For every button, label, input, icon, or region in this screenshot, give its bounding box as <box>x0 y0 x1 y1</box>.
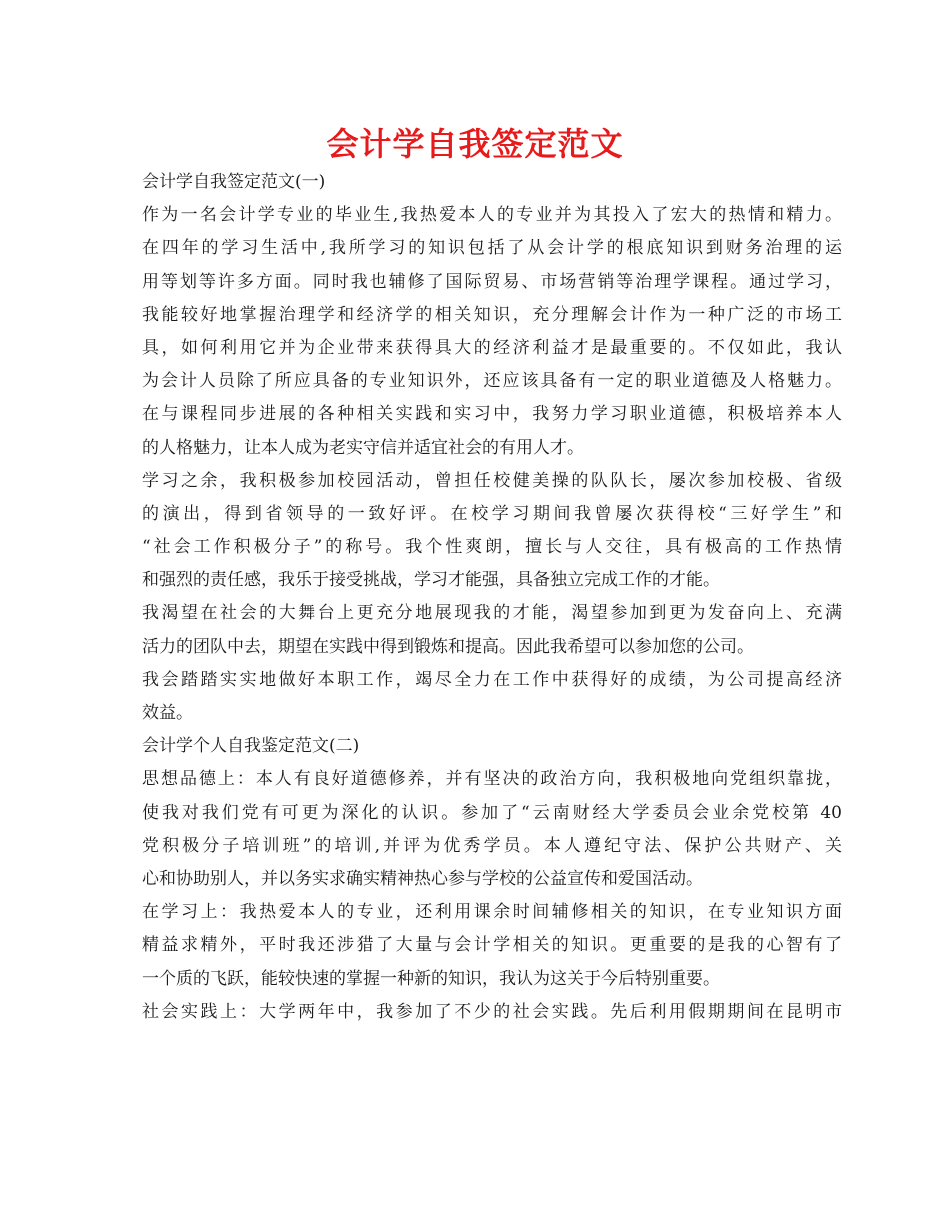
text-line: 社会实践上：大学两年中，我参加了不少的社会实践。先后利用假期期间在昆明市 <box>142 1001 842 1022</box>
text-line: 为会计人员除了所应具备的专业知识外，还应该具备有一定的职业道德及人格魅力。 <box>142 371 842 392</box>
text-line: 我渴望在社会的大舞台上更充分地展现我的才能，渴望参加到更为发奋向上、充满 <box>142 603 842 624</box>
text-line: 会计学个人自我鉴定范文(二) <box>142 736 360 757</box>
text-line: 精益求精外，平时我还涉猎了大量与会计学相关的知识。更重要的是我的心智有了 <box>142 935 842 956</box>
text-line: 思想品德上：本人有良好道德修养，并有坚决的政治方向，我积极地向党组织靠拢， <box>142 769 842 790</box>
text-line: 效益。 <box>142 703 193 723</box>
text-line: 在四年的学习生活中,我所学习的知识包括了从会计学的根底知识到财务治理的运 <box>142 238 842 259</box>
text-line: 具，如何利用它并为企业带来获得具大的经济利益才是最重要的。不仅如此，我认 <box>142 337 842 358</box>
text-line: 我能较好地掌握治理学和经济学的相关知识，充分理解会计作为一种广泛的市场工 <box>142 304 842 325</box>
text-line: 活力的团队中去，期望在实践中得到锻炼和提高。因此我希望可以参加您的公司。 <box>142 636 754 657</box>
text-line: “社会工作积极分子”的称号。我个性爽朗，擅长与人交往，具有极高的工作热情 <box>142 537 842 558</box>
document-title: 会计学自我签定范文 <box>326 125 624 163</box>
text-line: 心和协助别人，并以务实求确实精神热心参与学校的公益宣传和爱国活动。 <box>142 868 703 889</box>
text-line: 在与课程同步进展的各种相关实践和实习中，我努力学习职业道德，积极培养本人 <box>142 404 842 425</box>
document-body <box>142 166 842 1029</box>
text-line: 的人格魅力，让本人成为老实守信并适宜社会的有用人才。 <box>142 437 584 458</box>
text-line: 一个质的飞跃，能较快速的掌握一种新的知识，我认为这关于今后特别重要。 <box>142 968 720 989</box>
text-line: 作为一名会计学专业的毕业生,我热爱本人的专业并为其投入了宏大的热情和精力。 <box>142 205 842 226</box>
text-line: 我会踏踏实实地做好本职工作，竭尽全力在工作中获得好的成绩，为公司提高经济 <box>142 669 842 690</box>
text-line: 用等划等许多方面。同时我也辅修了国际贸易、市场营销等治理学课程。通过学习， <box>142 271 842 292</box>
text-line: 学习之余，我积极参加校园活动，曾担任校健美操的队队长，屡次参加校极、省级 <box>142 470 842 491</box>
text-line: 和强烈的责任感，我乐于接受挑战，学习才能强，具备独立完成工作的才能。 <box>142 570 720 591</box>
text-line: 在学习上：我热爱本人的专业，还利用课余时间辅修相关的知识，在专业知识方面 <box>142 902 842 923</box>
text-line: 的演出，得到省领导的一致好评。在校学习期间我曾屡次获得校“三好学生”和 <box>142 503 842 524</box>
text-line: 会计学自我签定范文(一) <box>142 172 326 192</box>
text-line: 使我对我们党有可更为深化的认识。参加了“云南财经大学委员会业余党校第 40 <box>142 802 842 823</box>
text-line: 党积极分子培训班”的培训,并评为优秀学员。本人遵纪守法、保护公共财产、关 <box>142 835 842 856</box>
